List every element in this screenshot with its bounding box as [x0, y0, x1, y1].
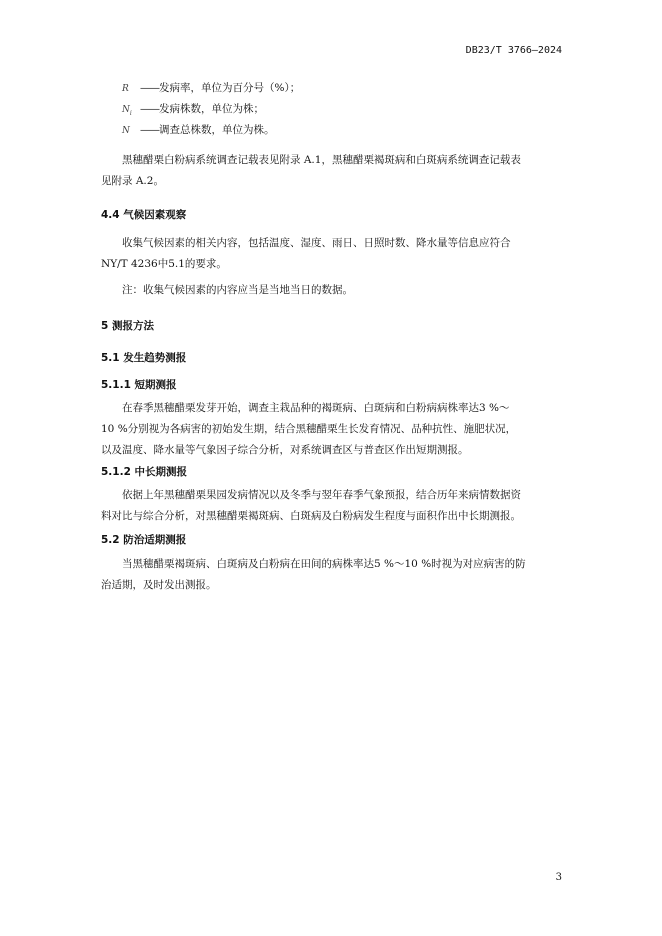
definition-text: 发病率，单位为百分号（%）；	[159, 82, 301, 94]
section-heading-4-4: 4.4 气候因素观察	[101, 209, 187, 221]
paragraph-line: 见附录 A.2。	[101, 175, 164, 187]
section-heading-5: 5 测报方法	[101, 320, 154, 332]
section-heading-5-1: 5.1 发生趋势测报	[101, 352, 187, 364]
paragraph-line: 黑穗醋栗白粉病系统调查记载表见附录 A.1，黑穗醋栗褐斑病和白斑病系统调查记载表	[122, 154, 521, 166]
definition-r	[122, 78, 300, 100]
climate-paragraph	[101, 233, 563, 275]
paragraph-line: 当黑穗醋栗褐斑病、白斑病及白粉病在田间的病株率达5 %～10 %时视为对应病害的防	[122, 558, 526, 570]
climate-note: 注：收集气候因素的内容应当是当地当日的数据。	[122, 284, 353, 296]
paragraph-line: 以及温度、降水量等气象因子综合分析，对系统调查区与普查区作出短期测报。	[101, 444, 469, 456]
document-id: DB23/T 3766—2024	[465, 45, 562, 56]
appendix-paragraph	[101, 150, 563, 192]
paragraph-line: 治适期，及时发出测报。	[101, 579, 217, 591]
paragraph-line: 在春季黑穗醋栗发芽开始，调查主栽品种的褐斑病、白斑病和白粉病病株率达3 %～	[122, 402, 510, 414]
section-heading-5-1-1: 5.1.1 短期测报	[101, 379, 177, 391]
definition-text: 调查总株数，单位为株。	[159, 124, 275, 136]
paragraph-line: NY/T 4236中5.1的要求。	[101, 258, 227, 270]
short-term-paragraph	[101, 398, 563, 461]
definition-symbol: R	[122, 84, 129, 94]
section-heading-5-1-2: 5.1.2 中长期测报	[101, 466, 188, 478]
page-number: 3	[555, 872, 562, 883]
control-period-paragraph	[101, 554, 563, 596]
paragraph-line: 收集气候因素的相关内容，包括温度、湿度、雨日、日照时数、降水量等信息应符合	[122, 237, 511, 249]
definition-dash: ——	[140, 103, 159, 115]
definition-symbol: $N_i$	[122, 105, 132, 117]
paragraph-line: 料对比与综合分析，对黑穗醋栗褐斑病、白斑病及白粉病发生程度与面积作出中长期测报。	[101, 510, 521, 522]
paragraph-line: 10 %分别视为各病害的初始发生期，结合黑穗醋栗生长发育情况、品种抗性、施肥状况，	[101, 423, 517, 435]
definition-dash: ——	[140, 82, 159, 94]
section-heading-5-2: 5.2 防治适期测报	[101, 534, 187, 546]
definition-symbol: N	[122, 126, 130, 136]
long-term-paragraph	[101, 485, 563, 527]
definition-dash: ——	[140, 124, 159, 136]
paragraph-line: 依据上年黑穗醋栗果园发病情况以及冬季与翌年春季气象预报，结合历年来病情数据资	[122, 489, 521, 501]
definition-text: 发病株数，单位为株；	[159, 103, 264, 115]
definition-n	[122, 120, 275, 142]
